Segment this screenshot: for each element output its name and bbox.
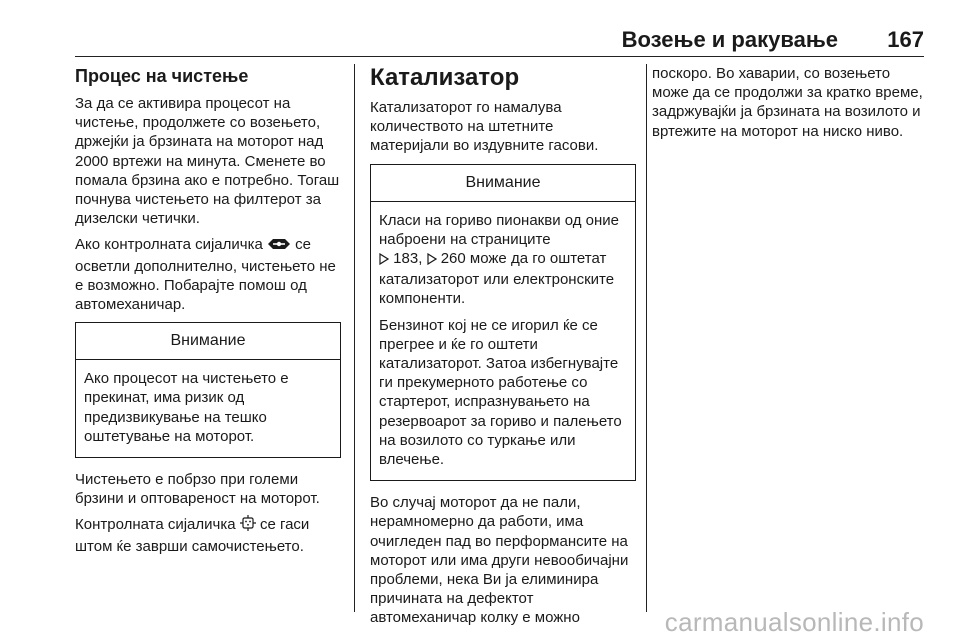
- heading-cleaning-process: Процес на чистење: [75, 66, 249, 86]
- column-2: [370, 64, 636, 635]
- caution-box: [370, 164, 636, 482]
- page-ref-arrow-icon: [427, 251, 437, 270]
- caution-box: [75, 322, 341, 458]
- caution-text: Бензинот кој не се игорил ќе се прегрее и ќе го оштети катализаторот. Затоа избегнувајте ги прекумерното работење со стартерот, испразнувањето на резервоарот за гориво и палењето на возилото со туркање или влечење.: [379, 316, 622, 469]
- column-1: [75, 64, 341, 563]
- column-3: [652, 64, 924, 148]
- heading-catalyst: Катализатор: [370, 64, 520, 91]
- header-divider: [75, 56, 924, 57]
- paragraph: Катализаторот го намалува количеството на штетните материјали во издувните гасови.: [370, 99, 599, 155]
- section-title: Возење и ракување: [621, 27, 838, 52]
- caution-title: Внимание: [76, 323, 340, 360]
- paragraph: Ако контролната сијаличка се осветли дополнително, чистењето не е возможно. Побарајте помош од автомеханичар.: [75, 236, 336, 314]
- paragraph: Во случај моторот да не пали, нерамномерно да работи, има очигледен пад во перформансите на моторот или има други невообичајни проблеми, нека Ви ја елиминира причината на дефектот автомеханичар колку е можно: [370, 494, 629, 627]
- caution-title: Внимание: [371, 165, 635, 202]
- caution-text: Ако процесот на чистењето е прекинат, има ризик од предизвикување на тешко оштетување на моторот.: [84, 370, 289, 445]
- page-number: 167: [887, 27, 924, 52]
- page-ref-link[interactable]: 183,: [393, 250, 423, 268]
- page-ref-arrow-icon: [379, 251, 389, 270]
- caution-text: Класи на гориво пионакви од оние наброени на страниците 183, 260 може да го оштетат катализаторот или електронските компоненти.: [379, 211, 620, 308]
- diesel-filter-icon: [240, 515, 256, 536]
- paragraph: За да се активира процесот на чистење, продолжете со возењето, држејќи ја брзината на моторот над 2000 вртежи на минута. Сменете во помала брзина ако е потребно. Тогаш почнува чистењето на филтерот за дизелски четички.: [75, 95, 340, 228]
- column-divider-1: [354, 64, 355, 612]
- page-header: [75, 26, 924, 54]
- paragraph: Чистењето е побрзо при големи брзини и оптовареност на моторот.: [75, 471, 320, 508]
- column-divider-2: [646, 64, 647, 612]
- paragraph: Контролната сијаличка се гаси штом ќе заврши самочистењето.: [75, 516, 310, 555]
- paragraph: поскоро. Во хаварии, со возењето може да се продолжи за кратко време, задржувајќи ја брзината на возилото и вртежите на моторот на ниско ниво.: [652, 65, 923, 140]
- watermark: carmanualsonline.info: [664, 607, 924, 637]
- page-ref-link[interactable]: 260 може да го оштетат катализаторот или електронските компоненти.: [379, 250, 615, 308]
- engine-warning-icon: [267, 237, 291, 256]
